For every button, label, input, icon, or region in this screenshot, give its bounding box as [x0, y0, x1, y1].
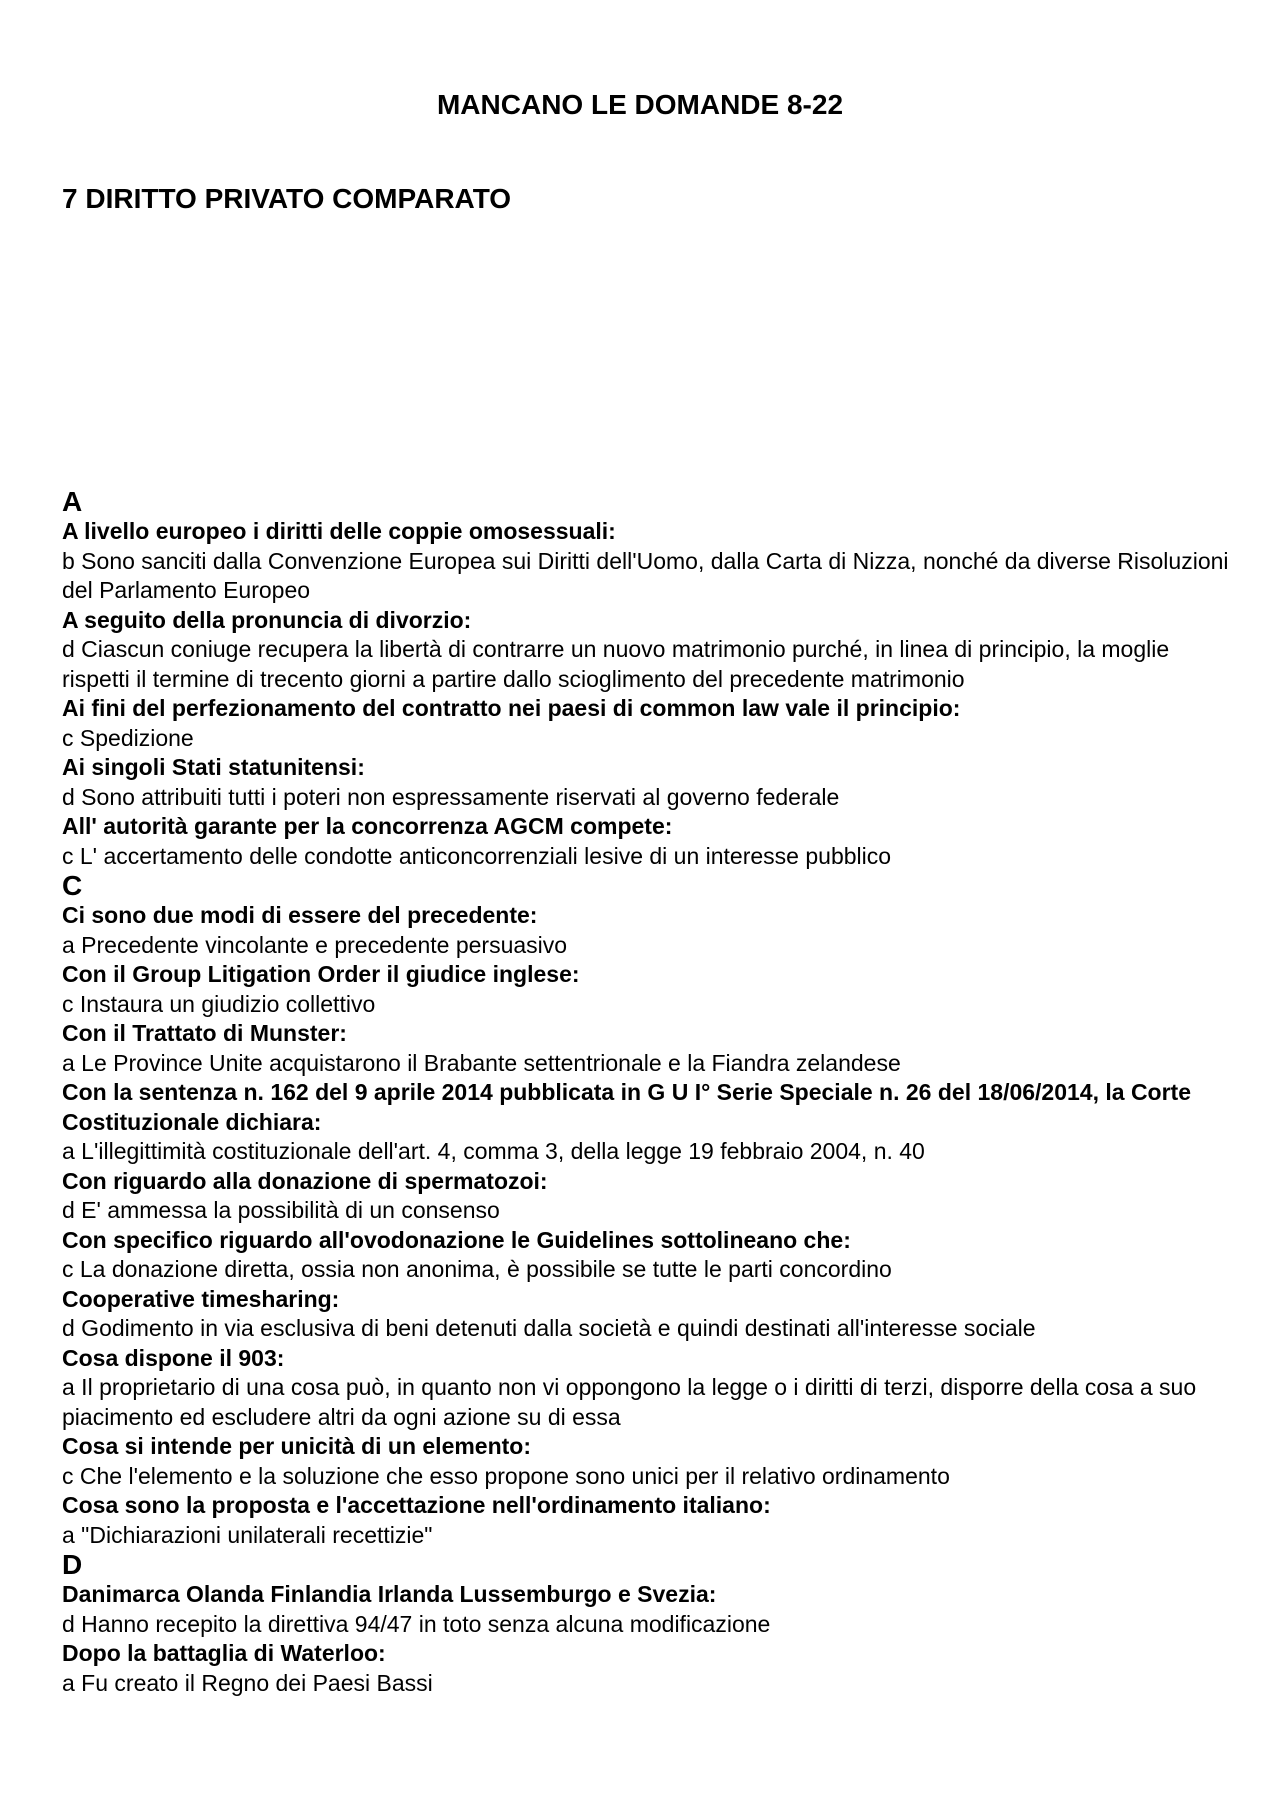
qa-item: [62, 812, 1232, 871]
answer: c Che l'elemento e la soluzione che esso propone sono unici per il relativo ordinamento: [62, 1462, 950, 1489]
question: A livello europeo i diritti delle coppie omosessuali:: [62, 518, 616, 544]
question: Con la sentenza n. 162 del 9 aprile 2014 pubblicata in G U I° Serie Speciale n. 26 del 18/06/2014, la Corte Costituzionale dichiara:: [62, 1079, 1192, 1135]
answer: a L'illegittimità costituzionale dell'art. 4, comma 3, della legge 19 febbraio 2004, n. 40: [62, 1138, 925, 1164]
qa-item: [62, 1019, 1232, 1078]
qa-item: [62, 960, 1232, 1019]
question: Ai fini del perfezionamento del contratto nei paesi di common law vale il principio:: [62, 695, 961, 721]
question: Ci sono due modi di essere del precedente:: [62, 902, 538, 928]
answer: a "Dichiarazioni unilaterali recettizie": [62, 1521, 433, 1548]
answer: c L' accertamento delle condotte anticoncorrenziali lesive di un interesse pubblico: [62, 842, 892, 869]
question: Con riguardo alla donazione di spermatozoi:: [62, 1167, 548, 1194]
question: A seguito della pronuncia di divorzio:: [62, 606, 472, 633]
answer: d E' ammessa la possibilità di un consenso: [62, 1197, 500, 1223]
qa-item: [62, 1432, 1232, 1491]
qa-item: [62, 1491, 1232, 1550]
qa-item: [62, 1344, 1232, 1433]
question: Con il Trattato di Munster:: [62, 1020, 347, 1046]
question: Ai singoli Stati statunitensi:: [62, 754, 365, 780]
letter-heading: C: [62, 870, 83, 901]
answer: a Precedente vincolante e precedente persuasivo: [62, 931, 568, 958]
answer: b Sono sanciti dalla Convenzione Europea sui Diritti dell'Uomo, dalla Carta di Nizza, nonché da diverse Risoluzioni del Parlamento Europeo: [62, 547, 1229, 603]
letter-heading: A: [62, 486, 83, 517]
letter-group-a: [62, 487, 1232, 871]
answer: a Le Province Unite acquistarono il Brabante settentrionale e la Fiandra zelandese: [62, 1049, 901, 1076]
qa-item: [62, 1167, 1232, 1226]
question: All' autorità garante per la concorrenza AGCM compete:: [62, 813, 673, 839]
qa-item: [62, 1285, 1232, 1344]
answer: a Il proprietario di una cosa può, in quanto non vi oppongono la legge o i diritti di terzi, disporre della cosa a suo piacimento ed escludere altri da ogni azione su di essa: [62, 1374, 1197, 1430]
answer: d Hanno recepito la direttiva 94/47 in toto senza alcuna modificazione: [62, 1610, 771, 1637]
qa-item: [62, 753, 1232, 812]
answer: d Godimento in via esclusiva di beni detenuti dalla società e quindi destinati all'interesse sociale: [62, 1315, 1036, 1341]
answer: d Ciascun coniuge recupera la libertà di contrarre un nuovo matrimonio purché, in linea di principio, la moglie rispetti il termine di trecento giorni a partire dallo scioglimento del precedente matrimonio: [62, 636, 1170, 692]
question: Cosa dispone il 903:: [62, 1344, 285, 1371]
question: Con specifico riguardo all'ovodonazione le Guidelines sottolineano che:: [62, 1226, 851, 1253]
letter-heading: D: [62, 1549, 83, 1580]
section-title: 7 DIRITTO PRIVATO COMPARATO: [62, 183, 512, 214]
qa-item: [62, 1639, 1232, 1698]
qa-item: [62, 694, 1232, 753]
answer: a Fu creato il Regno dei Paesi Bassi: [62, 1669, 433, 1696]
missing-questions-title: MANCANO LE DOMANDE 8-22: [436, 89, 844, 120]
letter-group-d: [62, 1550, 1232, 1698]
question: Danimarca Olanda Finlandia Irlanda Lussemburgo e Svezia:: [62, 1581, 717, 1607]
qa-item: [62, 517, 1232, 606]
question: Cosa si intende per unicità di un elemento:: [62, 1433, 532, 1459]
answer: c Spedizione: [62, 724, 194, 751]
question: Dopo la battaglia di Waterloo:: [62, 1640, 386, 1666]
question: Con il Group Litigation Order il giudice inglese:: [62, 961, 580, 987]
letter-group-c: [62, 871, 1232, 1550]
qa-list: [62, 487, 1232, 1698]
qa-item: [62, 1580, 1232, 1639]
qa-item: [62, 1078, 1232, 1167]
answer: d Sono attribuiti tutti i poteri non espressamente riservati al governo federale: [62, 783, 840, 810]
answer: c La donazione diretta, ossia non anonima, è possibile se tutte le parti concordino: [62, 1256, 892, 1282]
answer: c Instaura un giudizio collettivo: [62, 990, 376, 1017]
question: Cooperative timesharing:: [62, 1285, 340, 1312]
question: Cosa sono la proposta e l'accettazione nell'ordinamento italiano:: [62, 1492, 771, 1518]
qa-item: [62, 1226, 1232, 1285]
qa-item: [62, 606, 1232, 695]
qa-item: [62, 901, 1232, 960]
